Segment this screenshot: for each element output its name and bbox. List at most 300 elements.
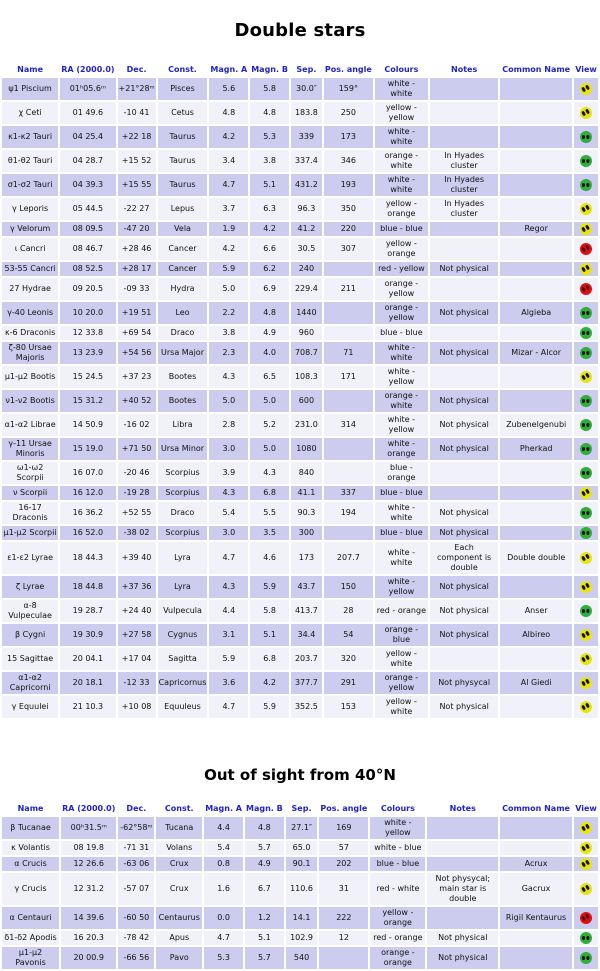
cell-dec: +37 23 bbox=[118, 366, 156, 388]
cell-magA: 3.7 bbox=[209, 198, 248, 220]
cell-magA: 3.0 bbox=[209, 438, 248, 460]
view-icon-green bbox=[580, 307, 592, 319]
cell-pos: 169 bbox=[319, 817, 368, 839]
cell-dec: +39 40 bbox=[118, 542, 156, 574]
cell-sep: 108.3 bbox=[291, 366, 322, 388]
cell-magB: 5.8 bbox=[250, 600, 289, 622]
cell-magA: 4.3 bbox=[209, 576, 248, 598]
table-row bbox=[2, 126, 598, 148]
column-header-const: Const. bbox=[156, 802, 202, 815]
cell-pos: 250 bbox=[324, 102, 373, 124]
cell-magA: 1.9 bbox=[209, 222, 248, 236]
cell-magA: 3.4 bbox=[209, 150, 248, 172]
cell-sep: 960 bbox=[291, 326, 322, 340]
view-icon-yellow bbox=[580, 883, 592, 895]
cell-name: 53-55 Cancri bbox=[2, 262, 58, 276]
cell-magB: 5.3 bbox=[250, 126, 289, 148]
cell-common bbox=[500, 696, 572, 718]
cell-common bbox=[500, 841, 572, 855]
cell-const: Cancer bbox=[158, 238, 208, 260]
cell-colours: white - blue bbox=[370, 841, 425, 855]
table-row bbox=[2, 542, 598, 574]
cell-colours: white - white bbox=[375, 78, 428, 100]
cell-dec: +28 46 bbox=[118, 238, 156, 260]
cell-const: Lyra bbox=[158, 576, 208, 598]
table-row bbox=[2, 390, 598, 412]
cell-name: α1-α2 Capricorni bbox=[2, 672, 58, 694]
cell-sep: 240 bbox=[291, 262, 322, 276]
table-header bbox=[2, 802, 598, 815]
cell-notes bbox=[430, 278, 498, 300]
cell-common bbox=[500, 102, 572, 124]
cell-pos bbox=[324, 326, 373, 340]
cell-sep: 173 bbox=[291, 542, 322, 574]
cell-sep: 90.1 bbox=[286, 857, 318, 871]
out-of-sight-table bbox=[0, 800, 600, 971]
cell-ra: 00ʰ31.5ᵐ bbox=[61, 817, 116, 839]
section-title: Out of sight from 40°N bbox=[204, 766, 396, 784]
cell-dec: -38 02 bbox=[118, 526, 156, 540]
cell-colours: red - white bbox=[370, 873, 425, 905]
cell-name: α1-α2 Librae bbox=[2, 414, 58, 436]
cell-const: Bootes bbox=[158, 366, 208, 388]
cell-magA: 3.8 bbox=[209, 326, 248, 340]
cell-pos: 71 bbox=[324, 342, 373, 364]
cell-const: Volans bbox=[156, 841, 202, 855]
cell-magB: 6.2 bbox=[250, 262, 289, 276]
cell-pos bbox=[319, 947, 368, 969]
cell-notes: Not physical bbox=[430, 600, 498, 622]
cell-colours: blue - orange bbox=[375, 462, 428, 484]
cell-pos bbox=[324, 526, 373, 540]
cell-dec: +15 52 bbox=[118, 150, 156, 172]
cell-const: Lepus bbox=[158, 198, 208, 220]
cell-magB: 6.5 bbox=[250, 366, 289, 388]
cell-colours: white - orange bbox=[375, 438, 428, 460]
cell-const: Pisces bbox=[158, 78, 208, 100]
cell-const: Draco bbox=[158, 326, 208, 340]
cell-sep: 96.3 bbox=[291, 198, 322, 220]
column-header-view: View bbox=[575, 65, 597, 74]
cell-magA: 5.3 bbox=[204, 947, 243, 969]
cell-magA: 4.7 bbox=[209, 696, 248, 718]
cell-colours: blue - blue bbox=[370, 857, 425, 871]
cell-view bbox=[574, 841, 598, 855]
cell-const: Crux bbox=[156, 857, 202, 871]
cell-magA: 5.4 bbox=[209, 502, 248, 524]
cell-ra: 15 24.5 bbox=[60, 366, 115, 388]
table-row bbox=[2, 526, 598, 540]
cell-const: Apus bbox=[156, 931, 202, 945]
cell-magB: 5.2 bbox=[250, 414, 289, 436]
cell-magB: 5.1 bbox=[250, 174, 289, 196]
cell-view bbox=[574, 462, 598, 484]
cell-dec: -57 07 bbox=[118, 873, 154, 905]
cell-sep: 43.7 bbox=[291, 576, 322, 598]
cell-sep: 30.5 bbox=[291, 238, 322, 260]
cell-view bbox=[574, 438, 598, 460]
cell-notes bbox=[430, 102, 498, 124]
cell-colours: white - white bbox=[375, 502, 428, 524]
column-header-common: Common Name bbox=[502, 65, 571, 74]
cell-ra: 15 31.2 bbox=[60, 390, 115, 412]
cell-colours: white - yellow bbox=[370, 817, 425, 839]
cell-name: γ-11 Ursae Minoris bbox=[2, 438, 58, 460]
cell-name: γ Leporis bbox=[2, 198, 58, 220]
table-row bbox=[2, 502, 598, 524]
cell-colours: red - orange bbox=[370, 931, 425, 945]
cell-name: α Crucis bbox=[2, 857, 59, 871]
cell-const: Lyra bbox=[158, 542, 208, 574]
column-header-colours: Colours bbox=[370, 802, 425, 815]
cell-pos: 202 bbox=[319, 857, 368, 871]
cell-view bbox=[574, 857, 598, 871]
cell-const: Draco bbox=[158, 502, 208, 524]
cell-const: Cygnus bbox=[158, 624, 208, 646]
cell-notes: In Hyades cluster bbox=[430, 174, 498, 196]
cell-common: Rigil Kentaurus bbox=[500, 907, 572, 929]
cell-view bbox=[574, 624, 598, 646]
cell-notes bbox=[427, 841, 498, 855]
cell-ra: 09 20.5 bbox=[60, 278, 115, 300]
cell-common bbox=[500, 278, 572, 300]
cell-magA: 4.3 bbox=[209, 366, 248, 388]
cell-view bbox=[574, 600, 598, 622]
cell-colours: white - yellow bbox=[375, 366, 428, 388]
column-header-sep: Sep. bbox=[291, 63, 322, 76]
cell-magA: 3.6 bbox=[209, 672, 248, 694]
cell-common bbox=[500, 238, 572, 260]
cell-common: Anser bbox=[500, 600, 572, 622]
column-header-ra: RA (2000.0) bbox=[61, 65, 115, 74]
cell-ra: 08 46.7 bbox=[60, 238, 115, 260]
cell-dec: -09 33 bbox=[118, 278, 156, 300]
cell-pos: 57 bbox=[319, 841, 368, 855]
cell-pos: 207.7 bbox=[324, 542, 373, 574]
cell-const: Crux bbox=[156, 873, 202, 905]
cell-magB: 6.3 bbox=[250, 198, 289, 220]
cell-name: χ Ceti bbox=[2, 102, 58, 124]
cell-view bbox=[574, 198, 598, 220]
view-icon-yellow bbox=[580, 107, 592, 119]
column-header-dec: Dec. bbox=[118, 802, 154, 815]
cell-sep: 30.0″ bbox=[291, 78, 322, 100]
cell-pos: 346 bbox=[324, 150, 373, 172]
table-row bbox=[2, 302, 598, 324]
cell-colours: white - white bbox=[375, 126, 428, 148]
cell-pos: 320 bbox=[324, 648, 373, 670]
cell-pos: 12 bbox=[319, 931, 368, 945]
cell-ra: 12 26.6 bbox=[61, 857, 116, 871]
column-header-dec: Dec. bbox=[118, 63, 156, 76]
cell-magA: 2.8 bbox=[209, 414, 248, 436]
cell-const: Sagitta bbox=[158, 648, 208, 670]
cell-const: Equuleus bbox=[158, 696, 208, 718]
cell-magB: 5.0 bbox=[250, 438, 289, 460]
cell-ra: 19 30.9 bbox=[60, 624, 115, 646]
cell-view bbox=[574, 907, 598, 929]
cell-notes bbox=[430, 238, 498, 260]
cell-common bbox=[500, 486, 572, 500]
cell-view bbox=[574, 302, 598, 324]
cell-const: Vela bbox=[158, 222, 208, 236]
cell-ra: 18 44.3 bbox=[60, 542, 115, 574]
cell-common: Zubenelgenubi bbox=[500, 414, 572, 436]
cell-magA: 4.7 bbox=[209, 174, 248, 196]
table-row bbox=[2, 238, 598, 260]
cell-colours: red - orange bbox=[375, 600, 428, 622]
cell-dec: +24 40 bbox=[118, 600, 156, 622]
table-row bbox=[2, 624, 598, 646]
header-row bbox=[2, 802, 598, 815]
cell-ra: 13 23.9 bbox=[60, 342, 115, 364]
cell-magB: 5.1 bbox=[245, 931, 284, 945]
cell-colours: blue - blue bbox=[375, 326, 428, 340]
cell-dec: -66 56 bbox=[118, 947, 154, 969]
cell-view bbox=[574, 238, 598, 260]
cell-pos: 222 bbox=[319, 907, 368, 929]
cell-dec: -62°58ᵐ bbox=[118, 817, 154, 839]
cell-common bbox=[500, 326, 572, 340]
cell-magB: 4.2 bbox=[250, 672, 289, 694]
cell-dec: +15 55 bbox=[118, 174, 156, 196]
cell-name: β Cygni bbox=[2, 624, 58, 646]
column-header-magB: Magn. B bbox=[251, 65, 288, 74]
cell-magB: 5.8 bbox=[250, 78, 289, 100]
cell-name: μ1-μ2 Pavonis bbox=[2, 947, 59, 969]
cell-colours: blue - blue bbox=[375, 526, 428, 540]
cell-const: Capricornus bbox=[158, 672, 208, 694]
cell-const: Centaurus bbox=[156, 907, 202, 929]
cell-ra: 20 00.9 bbox=[61, 947, 116, 969]
cell-magB: 4.0 bbox=[250, 342, 289, 364]
cell-name: γ-40 Leonis bbox=[2, 302, 58, 324]
cell-dec: +19 51 bbox=[118, 302, 156, 324]
cell-dec: +10 08 bbox=[118, 696, 156, 718]
cell-magA: 1.6 bbox=[204, 873, 243, 905]
cell-name: δ1-δ2 Apodis bbox=[2, 931, 59, 945]
cell-magB: 5.7 bbox=[245, 947, 284, 969]
cell-magA: 4.2 bbox=[209, 238, 248, 260]
column-header-common: Common Name bbox=[500, 802, 572, 815]
cell-notes bbox=[430, 222, 498, 236]
view-icon-green bbox=[580, 443, 592, 455]
cell-view bbox=[574, 366, 598, 388]
cell-colours: orange - orange bbox=[370, 947, 425, 969]
cell-name: ε1-ε2 Lyrae bbox=[2, 542, 58, 574]
cell-dec: +21°28ᵐ bbox=[118, 78, 156, 100]
cell-magA: 4.3 bbox=[209, 486, 248, 500]
cell-common: Double double bbox=[500, 542, 572, 574]
cell-ra: 08 19.8 bbox=[61, 841, 116, 855]
cell-magA: 5.9 bbox=[209, 648, 248, 670]
column-header-notes: Notes bbox=[427, 802, 498, 815]
cell-pos: 314 bbox=[324, 414, 373, 436]
cell-magA: 4.7 bbox=[209, 542, 248, 574]
cell-common bbox=[500, 174, 572, 196]
cell-magB: 4.8 bbox=[245, 817, 284, 839]
cell-magB: 4.6 bbox=[250, 542, 289, 574]
cell-magB: 5.1 bbox=[250, 624, 289, 646]
cell-const: Ursa Major bbox=[158, 342, 208, 364]
view-icon-green bbox=[580, 155, 592, 167]
cell-magA: 4.2 bbox=[209, 126, 248, 148]
cell-const: Ursa Minor bbox=[158, 438, 208, 460]
cell-ra: 12 31.2 bbox=[61, 873, 116, 905]
view-icon-yellow bbox=[580, 263, 592, 275]
table-row bbox=[2, 78, 598, 100]
cell-const: Hydra bbox=[158, 278, 208, 300]
cell-sep: 1440 bbox=[291, 302, 322, 324]
cell-dec: -12 33 bbox=[118, 672, 156, 694]
cell-const: Pavo bbox=[156, 947, 202, 969]
view-icon-yellow bbox=[580, 701, 592, 713]
cell-name: α-8 Vulpeculae bbox=[2, 600, 58, 622]
cell-sep: 540 bbox=[286, 947, 318, 969]
view-icon-green bbox=[580, 395, 592, 407]
cell-magB: 6.8 bbox=[250, 648, 289, 670]
column-header-ra: RA (2000.0) bbox=[62, 804, 116, 813]
cell-sep: 339 bbox=[291, 126, 322, 148]
cell-ra: 15 19.0 bbox=[60, 438, 115, 460]
cell-pos: 291 bbox=[324, 672, 373, 694]
cell-sep: 14.1 bbox=[286, 907, 318, 929]
cell-colours: yellow - orange bbox=[375, 238, 428, 260]
cell-view bbox=[574, 648, 598, 670]
table-row bbox=[2, 931, 598, 945]
cell-const: Scorpius bbox=[158, 526, 208, 540]
cell-notes bbox=[430, 486, 498, 500]
cell-pos: 153 bbox=[324, 696, 373, 718]
cell-const: Libra bbox=[158, 414, 208, 436]
cell-ra: 04 39.3 bbox=[60, 174, 115, 196]
column-header-magA: Magn. A bbox=[205, 804, 242, 813]
cell-magB: 5.9 bbox=[250, 696, 289, 718]
table-row bbox=[2, 672, 598, 694]
cell-magA: 0.0 bbox=[204, 907, 243, 929]
cell-common bbox=[500, 526, 572, 540]
cell-sep: 110.6 bbox=[286, 873, 318, 905]
cell-ra: 21 10.3 bbox=[60, 696, 115, 718]
cell-sep: 34.4 bbox=[291, 624, 322, 646]
cell-notes bbox=[430, 366, 498, 388]
cell-name: ψ1 Piscium bbox=[2, 78, 58, 100]
cell-notes: Not physical bbox=[430, 342, 498, 364]
view-icon-yellow bbox=[580, 552, 592, 564]
cell-sep: 102.9 bbox=[286, 931, 318, 945]
cell-notes: Not physical bbox=[430, 390, 498, 412]
cell-name: θ1-θ2 Tauri bbox=[2, 150, 58, 172]
page-title: Double stars bbox=[234, 20, 366, 41]
cell-sep: 1080 bbox=[291, 438, 322, 460]
cell-common bbox=[500, 78, 572, 100]
cell-name: ω1-ω2 Scorpii bbox=[2, 462, 58, 484]
cell-sep: 41.2 bbox=[291, 222, 322, 236]
cell-dec: +69 54 bbox=[118, 326, 156, 340]
cell-magB: 4.3 bbox=[250, 462, 289, 484]
cell-name: γ Velorum bbox=[2, 222, 58, 236]
cell-magB: 4.8 bbox=[250, 102, 289, 124]
cell-pos: 159° bbox=[324, 78, 373, 100]
cell-notes: Not physical bbox=[430, 262, 498, 276]
cell-sep: 90.3 bbox=[291, 502, 322, 524]
cell-colours: red - yellow bbox=[375, 262, 428, 276]
cell-common: Albireo bbox=[500, 624, 572, 646]
cell-magB: 6.8 bbox=[250, 486, 289, 500]
cell-ra: 08 09.5 bbox=[60, 222, 115, 236]
cell-const: Taurus bbox=[158, 174, 208, 196]
cell-magB: 6.7 bbox=[245, 873, 284, 905]
cell-sep: 431.2 bbox=[291, 174, 322, 196]
cell-notes bbox=[427, 817, 498, 839]
cell-name: 16-17 Draconis bbox=[2, 502, 58, 524]
cell-ra: 04 28.7 bbox=[60, 150, 115, 172]
cell-magB: 5.9 bbox=[250, 576, 289, 598]
view-icon-yellow bbox=[580, 487, 592, 499]
cell-sep: 229.4 bbox=[291, 278, 322, 300]
cell-name: κ Volantis bbox=[2, 841, 59, 855]
cell-dec: -19 28 bbox=[118, 486, 156, 500]
view-icon-green bbox=[580, 179, 592, 191]
cell-sep: 600 bbox=[291, 390, 322, 412]
view-icon-green bbox=[580, 347, 592, 359]
cell-common: Acrux bbox=[500, 857, 572, 871]
cell-view bbox=[574, 672, 598, 694]
cell-ra: 18 44.8 bbox=[60, 576, 115, 598]
cell-magB: 5.7 bbox=[245, 841, 284, 855]
cell-sep: 183.8 bbox=[291, 102, 322, 124]
cell-colours: white - yellow bbox=[375, 576, 428, 598]
cell-view bbox=[574, 174, 598, 196]
cell-colours: white - white bbox=[375, 542, 428, 574]
view-icon-yellow bbox=[580, 83, 592, 95]
column-header-pos: Pos. angle bbox=[324, 65, 372, 74]
cell-ra: 16 07.0 bbox=[60, 462, 115, 484]
cell-pos: 28 bbox=[324, 600, 373, 622]
cell-common bbox=[500, 462, 572, 484]
cell-dec: +52 55 bbox=[118, 502, 156, 524]
cell-const: Cetus bbox=[158, 102, 208, 124]
cell-sep: 708.7 bbox=[291, 342, 322, 364]
view-icon-red bbox=[580, 912, 592, 924]
table-row bbox=[2, 462, 598, 484]
view-icon-green bbox=[580, 131, 592, 143]
cell-view bbox=[574, 262, 598, 276]
cell-dec: -63 06 bbox=[118, 857, 154, 871]
cell-magA: 5.0 bbox=[209, 390, 248, 412]
cell-colours: yellow - white bbox=[375, 648, 428, 670]
cell-common bbox=[500, 198, 572, 220]
cell-name: σ1-σ2 Tauri bbox=[2, 174, 58, 196]
cell-pos bbox=[324, 302, 373, 324]
cell-name: ι Cancri bbox=[2, 238, 58, 260]
cell-pos: 54 bbox=[324, 624, 373, 646]
cell-name: ζ-80 Ursae Majoris bbox=[2, 342, 58, 364]
cell-magA: 3.0 bbox=[209, 526, 248, 540]
table-row bbox=[2, 648, 598, 670]
cell-ra: 05 44.5 bbox=[60, 198, 115, 220]
cell-dec: -78 42 bbox=[118, 931, 154, 945]
cell-name: μ1-μ2 Scorpii bbox=[2, 526, 58, 540]
cell-ra: 16 20.3 bbox=[61, 931, 116, 945]
cell-view bbox=[574, 222, 598, 236]
cell-notes: Not physical bbox=[430, 502, 498, 524]
cell-view bbox=[574, 414, 598, 436]
cell-common: Pherkad bbox=[500, 438, 572, 460]
view-icon-green bbox=[580, 932, 592, 944]
cell-notes: Not physycal; main star is double bbox=[427, 873, 498, 905]
cell-magA: 2.2 bbox=[209, 302, 248, 324]
